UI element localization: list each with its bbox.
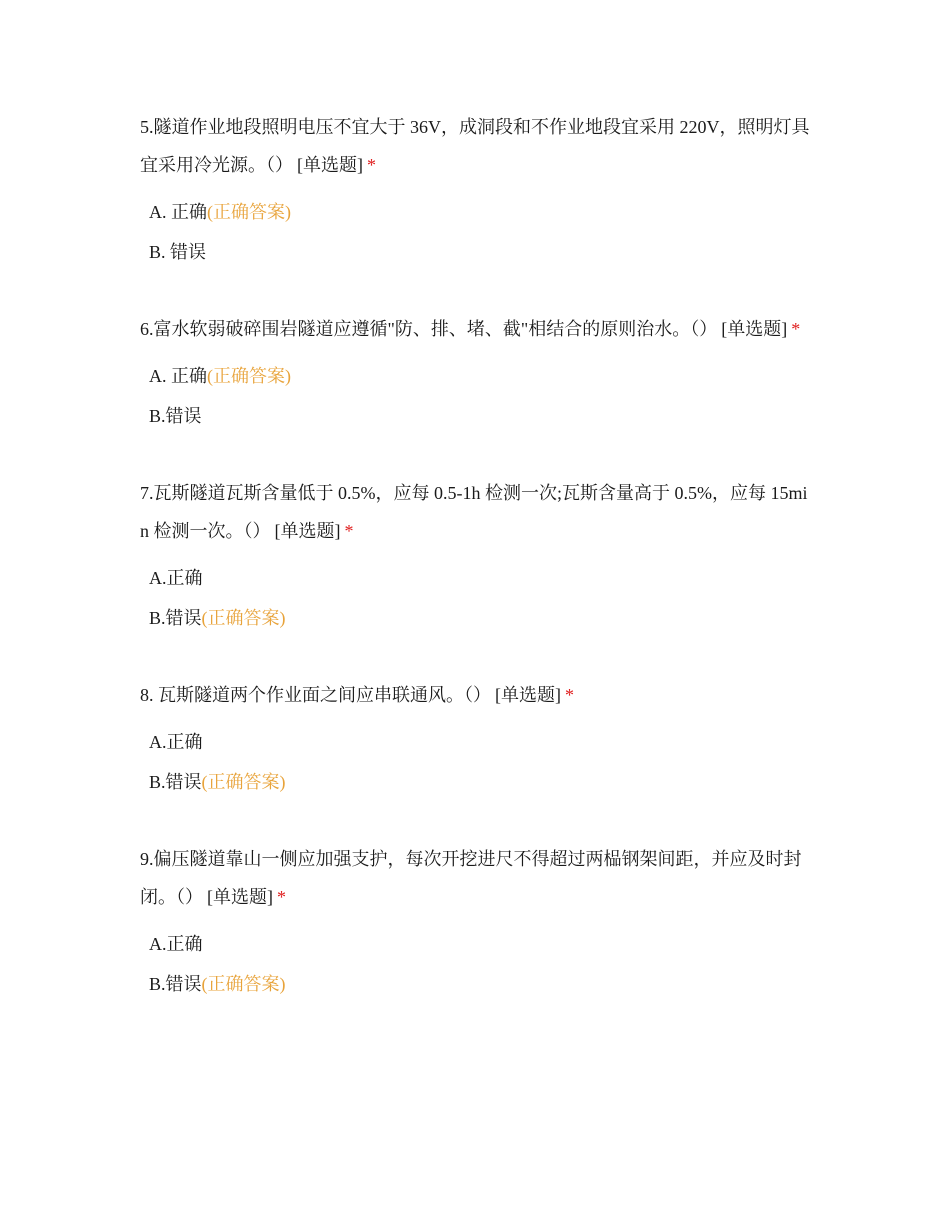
question-stem: 8. 瓦斯隧道两个作业面之间应串联通风。（） [140, 685, 491, 705]
question-type: [单选题] [721, 319, 788, 339]
option-label: A. 正确 [149, 366, 207, 386]
option-b[interactable] [140, 964, 810, 1004]
option-list [140, 356, 810, 436]
option-list [140, 722, 810, 802]
question-stem: 5.隧道作业地段照明电压不宜大于 36V，成洞段和不作业地段宜采用 220V，照明灯具宜采用冷光源。（） [140, 117, 810, 175]
option-b[interactable] [140, 598, 810, 638]
correct-answer-tag: (正确答案) [201, 608, 286, 628]
option-label: A.正确 [149, 934, 203, 954]
option-label: B.错误 [149, 772, 202, 792]
question-text [140, 840, 810, 916]
question-type: [单选题] [297, 155, 363, 175]
question-type: [单选题] [207, 887, 273, 907]
option-label: B.错误 [149, 974, 202, 994]
question-5 [140, 108, 810, 272]
option-label: A.正确 [149, 732, 203, 752]
option-label: B. 错误 [149, 242, 207, 262]
option-label: B.错误 [149, 406, 202, 426]
option-a[interactable] [140, 356, 810, 396]
question-stem: 9.偏压隧道靠山一侧应加强支护，每次开挖进尺不得超过两榀钢架间距，并应及时封闭。（） [140, 849, 802, 907]
correct-answer-tag: (正确答案) [201, 974, 286, 994]
option-label: A.正确 [149, 568, 203, 588]
option-a[interactable] [140, 192, 810, 232]
question-9 [140, 840, 810, 1004]
question-text [140, 676, 810, 714]
option-b[interactable] [140, 232, 810, 272]
option-b[interactable] [140, 762, 810, 802]
question-stem: 6.富水软弱破碎围岩隧道应遵循"防、排、堵、截"相结合的原则治水。（） [140, 319, 718, 339]
question-6 [140, 310, 810, 436]
question-list [140, 108, 810, 1042]
correct-answer-tag: (正确答案) [207, 366, 291, 386]
question-7 [140, 474, 810, 638]
required-mark: * [367, 155, 376, 175]
required-mark: * [277, 887, 286, 907]
question-text [140, 474, 810, 550]
question-text [140, 108, 810, 184]
option-list [140, 558, 810, 638]
question-type: [单选题] [495, 685, 561, 705]
required-mark: * [791, 319, 801, 339]
option-label: A. 正确 [149, 202, 207, 222]
required-mark: * [565, 685, 574, 705]
option-a[interactable] [140, 924, 810, 964]
correct-answer-tag: (正确答案) [201, 772, 286, 792]
option-b[interactable] [140, 396, 810, 436]
question-stem: 7.瓦斯隧道瓦斯含量低于 0.5%，应每 0.5-1h 检测一次;瓦斯含量高于 0.5%，应每 15min 检测一次。（） [140, 483, 808, 541]
correct-answer-tag: (正确答案) [207, 202, 291, 222]
option-list [140, 924, 810, 1004]
question-8 [140, 676, 810, 802]
option-a[interactable] [140, 558, 810, 598]
question-type: [单选题] [274, 521, 341, 541]
question-text [140, 310, 810, 348]
required-mark: * [344, 521, 354, 541]
option-list [140, 192, 810, 272]
option-a[interactable] [140, 722, 810, 762]
option-label: B.错误 [149, 608, 202, 628]
